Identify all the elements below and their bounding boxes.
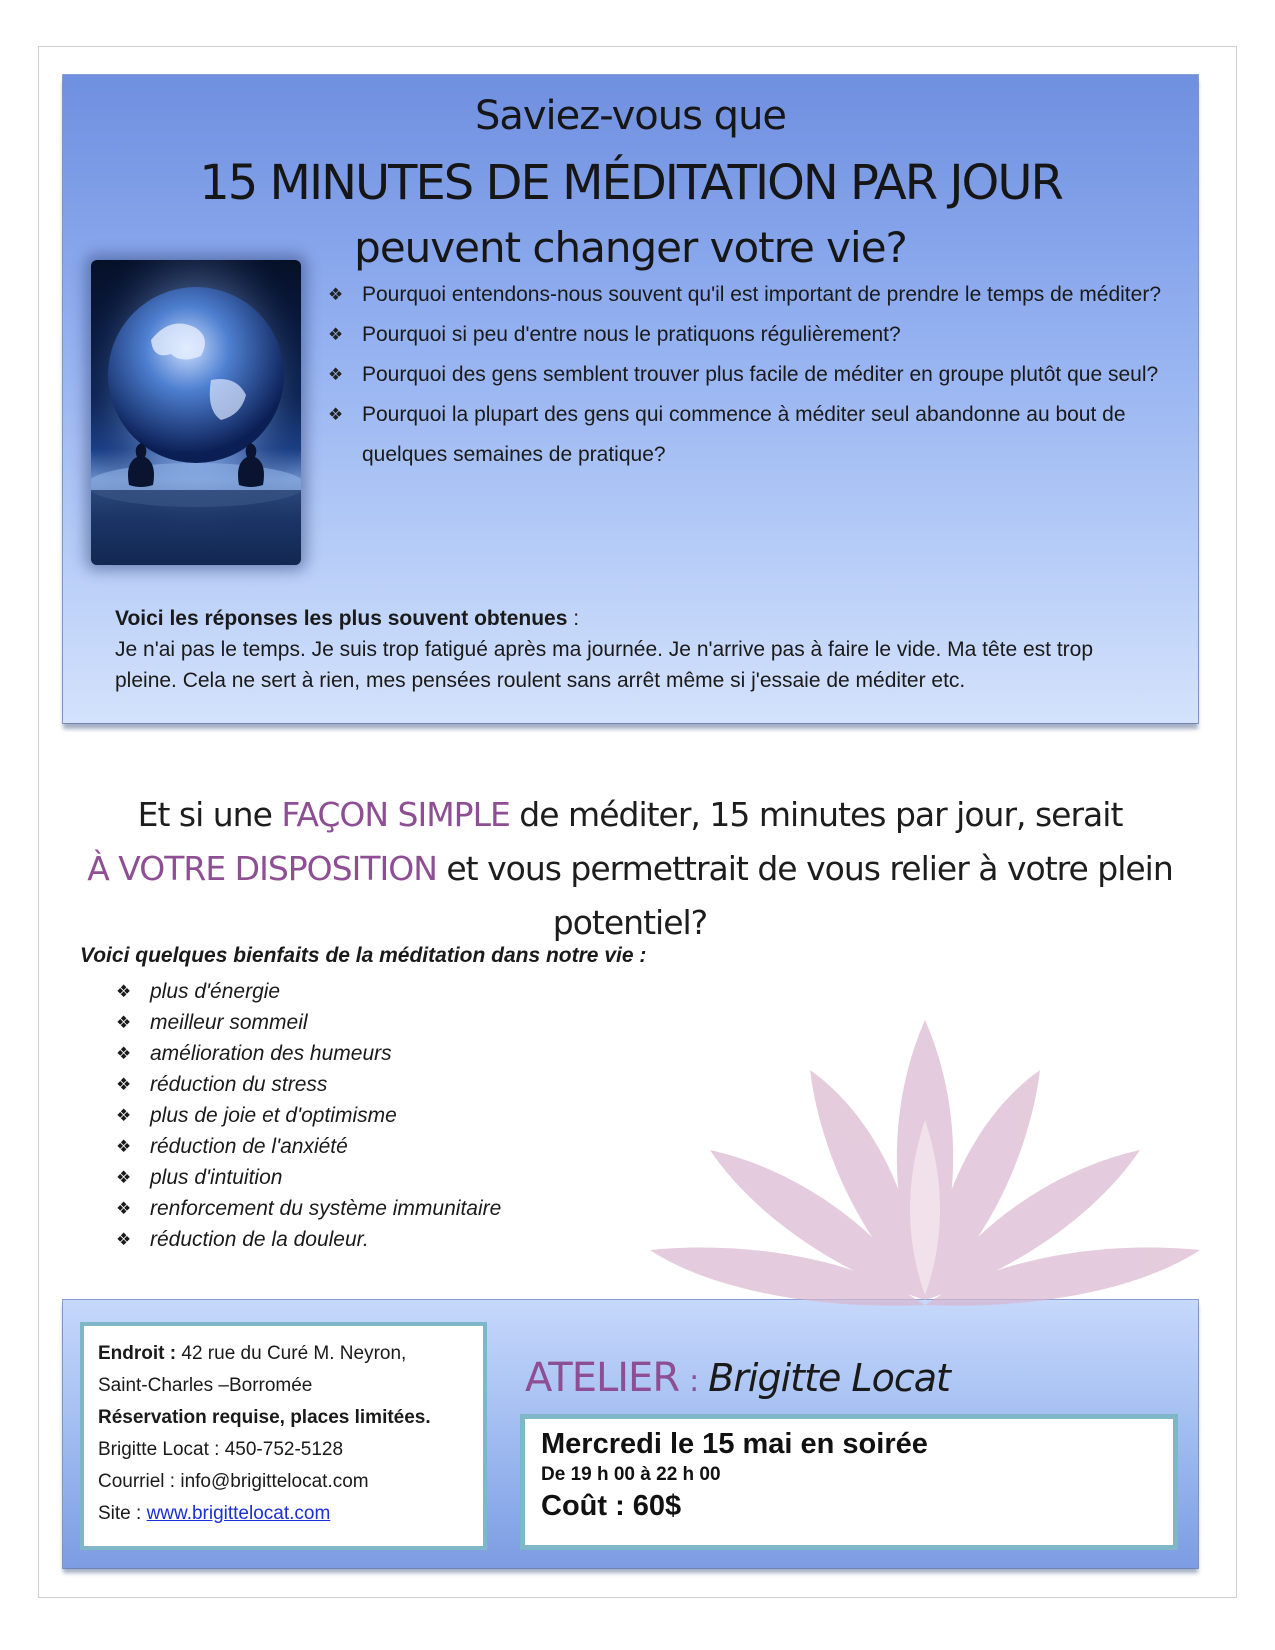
diamond-bullet-icon: ❖ bbox=[116, 1199, 132, 1218]
event-time: De 19 h 00 à 22 h 00 bbox=[541, 1464, 721, 1485]
diamond-bullet-icon: ❖ bbox=[328, 325, 344, 344]
website-link[interactable]: www.brigittelocat.com bbox=[146, 1503, 331, 1524]
earth-meditation-image bbox=[91, 260, 301, 565]
list-item: ❖ réduction du stress bbox=[116, 1069, 501, 1100]
list-item: ❖ plus d'énergie bbox=[116, 976, 501, 1007]
list-item: ❖ plus de joie et d'optimisme bbox=[116, 1100, 501, 1131]
list-item: ❖ renforcement du système immunitaire bbox=[116, 1193, 501, 1224]
email-line: Courriel : info@brigittelocat.com bbox=[98, 1471, 369, 1492]
atelier-word: ATELIER bbox=[525, 1355, 680, 1401]
highlight-disposition: À VOTRE DISPOSITION bbox=[87, 849, 437, 888]
lotus-flower-icon bbox=[640, 1010, 1210, 1310]
location-info-box bbox=[80, 1322, 487, 1550]
intro-panel bbox=[63, 75, 1198, 723]
title-line-3: peuvent changer votre vie? bbox=[354, 223, 907, 272]
atelier-title: ATELIER : Brigitte Locat bbox=[525, 1355, 950, 1401]
list-item: ❖ réduction de l'anxiété bbox=[116, 1131, 501, 1162]
earth-illustration bbox=[91, 260, 301, 565]
event-details-box bbox=[520, 1414, 1178, 1550]
answers-label: Voici les réponses les plus souvent obtenues bbox=[115, 607, 568, 630]
diamond-bullet-icon: ❖ bbox=[116, 1013, 132, 1032]
diamond-bullet-icon: ❖ bbox=[116, 1137, 132, 1156]
diamond-bullet-icon: ❖ bbox=[328, 405, 344, 424]
list-item: ❖ meilleur sommeil bbox=[116, 1007, 501, 1038]
event-cost: Coût : 60$ bbox=[541, 1490, 682, 1522]
answers-block: Voici les réponses les plus souvent obtenues : Je n'ai pas le temps. Je suis trop fatigué après ma journée. Je n'arrive pas à faire le vide. Ma tête est trop pleine. Cela ne sert à rien, mes pensées roulent sans arrêt même si j'essaie de méditer etc. bbox=[115, 607, 1094, 692]
reservation-note: Réservation requise, places limitées. bbox=[98, 1407, 431, 1428]
list-item: ❖ réduction de la douleur. bbox=[116, 1224, 501, 1255]
phone-line: Brigitte Locat : 450-752-5128 bbox=[98, 1439, 344, 1460]
questions-list bbox=[328, 275, 1168, 475]
event-date: Mercredi le 15 mai en soirée bbox=[541, 1428, 928, 1460]
benefits-title: Voici quelques bienfaits de la méditation dans notre vie : bbox=[80, 944, 647, 967]
site-line: Site : www.brigittelocat.com bbox=[98, 1503, 331, 1524]
list-item: ❖ amélioration des humeurs bbox=[116, 1038, 501, 1069]
diamond-bullet-icon: ❖ bbox=[116, 1168, 132, 1187]
answers-text: Je n'ai pas le temps. Je suis trop fatigué après ma journée. Je n'arrive pas à faire le vide. Ma tête est trop pleine. Cela ne sert à rien, mes pensées roulent sans arrêt même si j'essaie de méditer etc. bbox=[115, 638, 1094, 692]
diamond-bullet-icon: ❖ bbox=[116, 1075, 132, 1094]
email-address: info@brigittelocat.com bbox=[180, 1471, 369, 1492]
list-item: ❖ plus d'intuition bbox=[116, 1162, 501, 1193]
diamond-bullet-icon: ❖ bbox=[116, 982, 132, 1001]
list-item: ❖ Pourquoi entendons-nous souvent qu'il est important de prendre le temps de méditer? bbox=[328, 275, 1168, 315]
diamond-bullet-icon: ❖ bbox=[328, 285, 344, 304]
title-line-1: Saviez-vous que bbox=[474, 93, 787, 139]
diamond-bullet-icon: ❖ bbox=[116, 1106, 132, 1125]
location-city: Saint-Charles –Borromée bbox=[98, 1375, 313, 1396]
diamond-bullet-icon: ❖ bbox=[328, 365, 344, 384]
location-line: Endroit : 42 rue du Curé M. Neyron, bbox=[98, 1343, 407, 1364]
phone-number: 450-752-5128 bbox=[224, 1439, 344, 1460]
facilitator-name: Brigitte Locat bbox=[708, 1356, 950, 1400]
title-line-2: 15 MINUTES DE MÉDITATION PAR JOUR bbox=[199, 155, 1062, 211]
list-item: ❖ Pourquoi si peu d'entre nous le pratiquons régulièrement? bbox=[328, 315, 1168, 355]
list-item: ❖ Pourquoi la plupart des gens qui commence à méditer seul abandonne au bout de quelques semaines de pratique? bbox=[328, 395, 1168, 475]
highlight-simple: FAÇON SIMPLE bbox=[281, 795, 510, 834]
list-item: ❖ Pourquoi des gens semblent trouver plus facile de méditer en groupe plutôt que seul? bbox=[328, 355, 1168, 395]
diamond-bullet-icon: ❖ bbox=[116, 1044, 132, 1063]
diamond-bullet-icon: ❖ bbox=[116, 1230, 132, 1249]
benefits-list bbox=[116, 976, 501, 1255]
headline: Et si une FAÇON SIMPLE de méditer, 15 minutes par jour, serait À VOTRE DISPOSITION et vous permettrait de vous relier à votre plein potentiel? bbox=[87, 795, 1173, 942]
